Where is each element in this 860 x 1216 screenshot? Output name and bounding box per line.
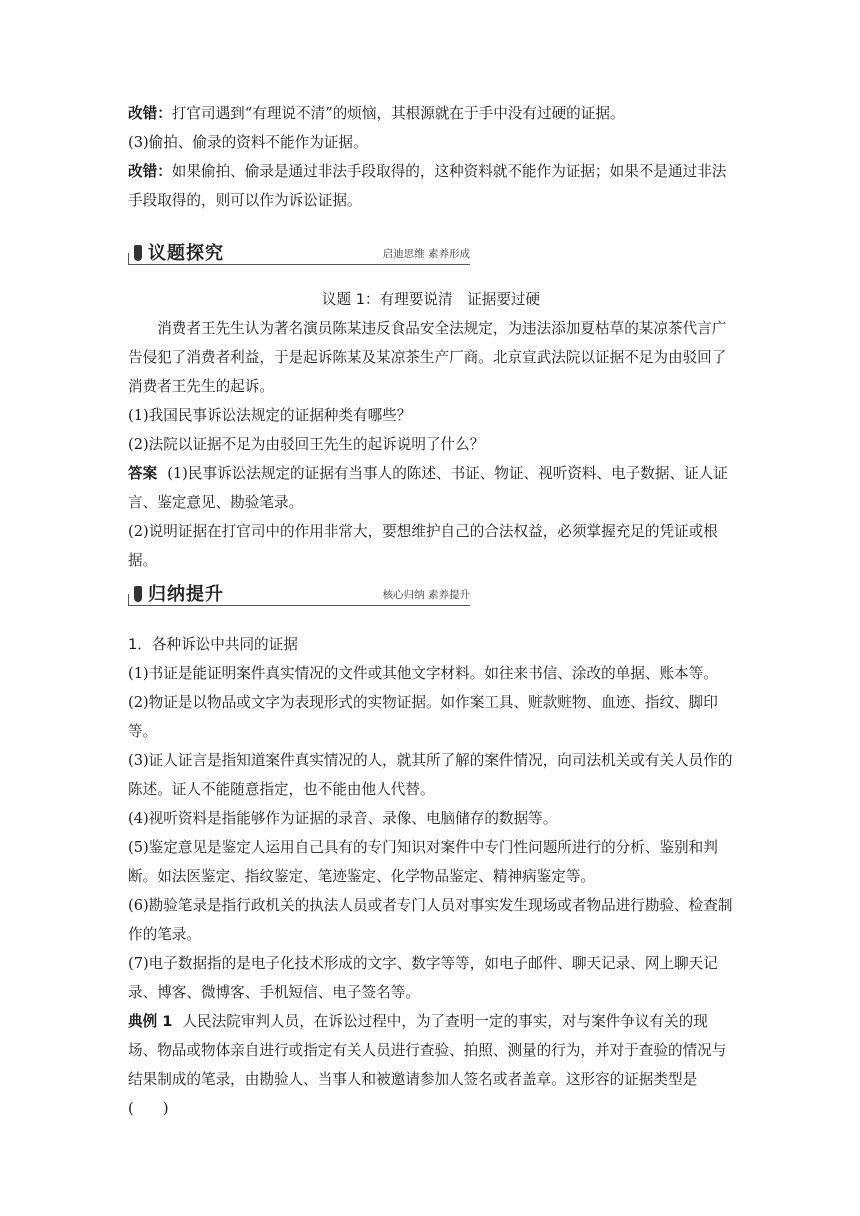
section-title: 议题探究	[148, 243, 224, 264]
summary-item: (2)物证是以物品或文字为表现形式的实物证据。如作案工具、赃款赃物、血迹、指纹、脚印等。	[128, 694, 718, 740]
section-marker-icon	[134, 245, 142, 261]
summary-item: (6)勘验笔录是指行政机关的执法人员或者专门人员对事实发生现场或者物品进行勘验、检查制作的笔录。	[128, 897, 733, 943]
summary-item: (7)电子数据指的是电子化技术形成的文字、数字等等，如电子邮件、聊天记录、网上聊天记录、博客、微博客、手机短信、电子签名等。	[128, 955, 718, 1001]
question-2: (2)法院以证据不足为由驳回王先生的起诉说明了什么？	[128, 436, 485, 453]
correction-1-text: 打官司遇到“有理说不清”的烦恼，其根源就在于手中没有过硬的证据。	[171, 105, 625, 122]
summary-item: (5)鉴定意见是鉴定人运用自己具有的专门知识对案件中专门性问题所进行的分析、鉴别和判断。如法医鉴定、指纹鉴定、笔迹鉴定、化学物品鉴定、精神病鉴定等。	[128, 839, 718, 885]
topic-heading: 议题 1：有理要说清 证据要过硬	[321, 291, 541, 308]
correction-2-label: 改错：	[128, 163, 172, 180]
correction-2	[128, 157, 734, 215]
summary-heading: 1．各种诉讼中共同的证据	[128, 636, 298, 653]
summary-block	[128, 630, 734, 1123]
section-subtitle: 核心归纳 素养提升	[382, 589, 470, 601]
example-label: 典例 1	[128, 1013, 173, 1030]
answer-2: (2)说明证据在打官司中的作用非常大，要想维护自己的合法权益，必须掌握充足的凭证或根据。	[128, 523, 718, 569]
section-marker-icon	[134, 586, 142, 602]
correction-2-text: 如果偷拍、偷录是通过非法手段取得的，这种资料就不能作为证据；如果不是通过非法手段取得的，则可以作为诉讼证据。	[128, 163, 727, 209]
section-title: 归纳提升	[148, 584, 224, 605]
section-subtitle: 启迪思维 素养形成	[382, 248, 470, 260]
answer-label: 答案	[128, 465, 158, 482]
correction-1-label: 改错：	[128, 105, 172, 122]
topic-block	[128, 285, 734, 575]
topic-case: 消费者王先生认为著名演员陈某违反食品安全法规定，为违法添加夏枯草的某凉茶代言广告侵犯了消费者利益，于是起诉陈某及某凉茶生产厂商。北京宣武法院以证据不足为由驳回了消费者王先生的起诉。	[128, 320, 727, 395]
item-3: (3)偷拍、偷录的资料不能作为证据。	[128, 134, 368, 151]
top-block	[128, 99, 734, 215]
summary-item: (4)视听资料是指能够作为证据的录音、录像、电脑储存的数据等。	[128, 810, 558, 827]
summary-item: (1)书证是能证明案件真实情况的文件或其他文字材料。如往来书信、涂改的单据、账本等。	[128, 665, 718, 682]
example-text: 人民法院审判人员，在诉讼过程中，为了查明一定的事实，对与案件争议有关的现场、物品或物体亲自进行或指定有关人员进行查验、拍照、测量的行为，并对于查验的情况与结果制成的笔录，由勘验人、当事人和被邀请参加人签名或者盖章。这形容的证据类型是( )	[128, 1013, 727, 1117]
example-1	[128, 1007, 734, 1123]
question-1: (1)我国民事诉讼法规定的证据种类有哪些？	[128, 407, 412, 424]
answer-1-text: (1)民事诉讼法规定的证据有当事人的陈述、书证、物证、视听资料、电子数据、证人证言、鉴定意见、勘验笔录。	[128, 465, 728, 511]
correction-1	[128, 99, 734, 128]
answer-1	[128, 459, 734, 517]
section-header-discussion	[128, 241, 470, 265]
summary-item: (3)证人证言是指知道案件真实情况的人，就其所了解的案件情况，向司法机关或有关人员作的陈述。证人不能随意指定，也不能由他人代替。	[128, 752, 733, 798]
section-header-summary	[128, 582, 470, 606]
